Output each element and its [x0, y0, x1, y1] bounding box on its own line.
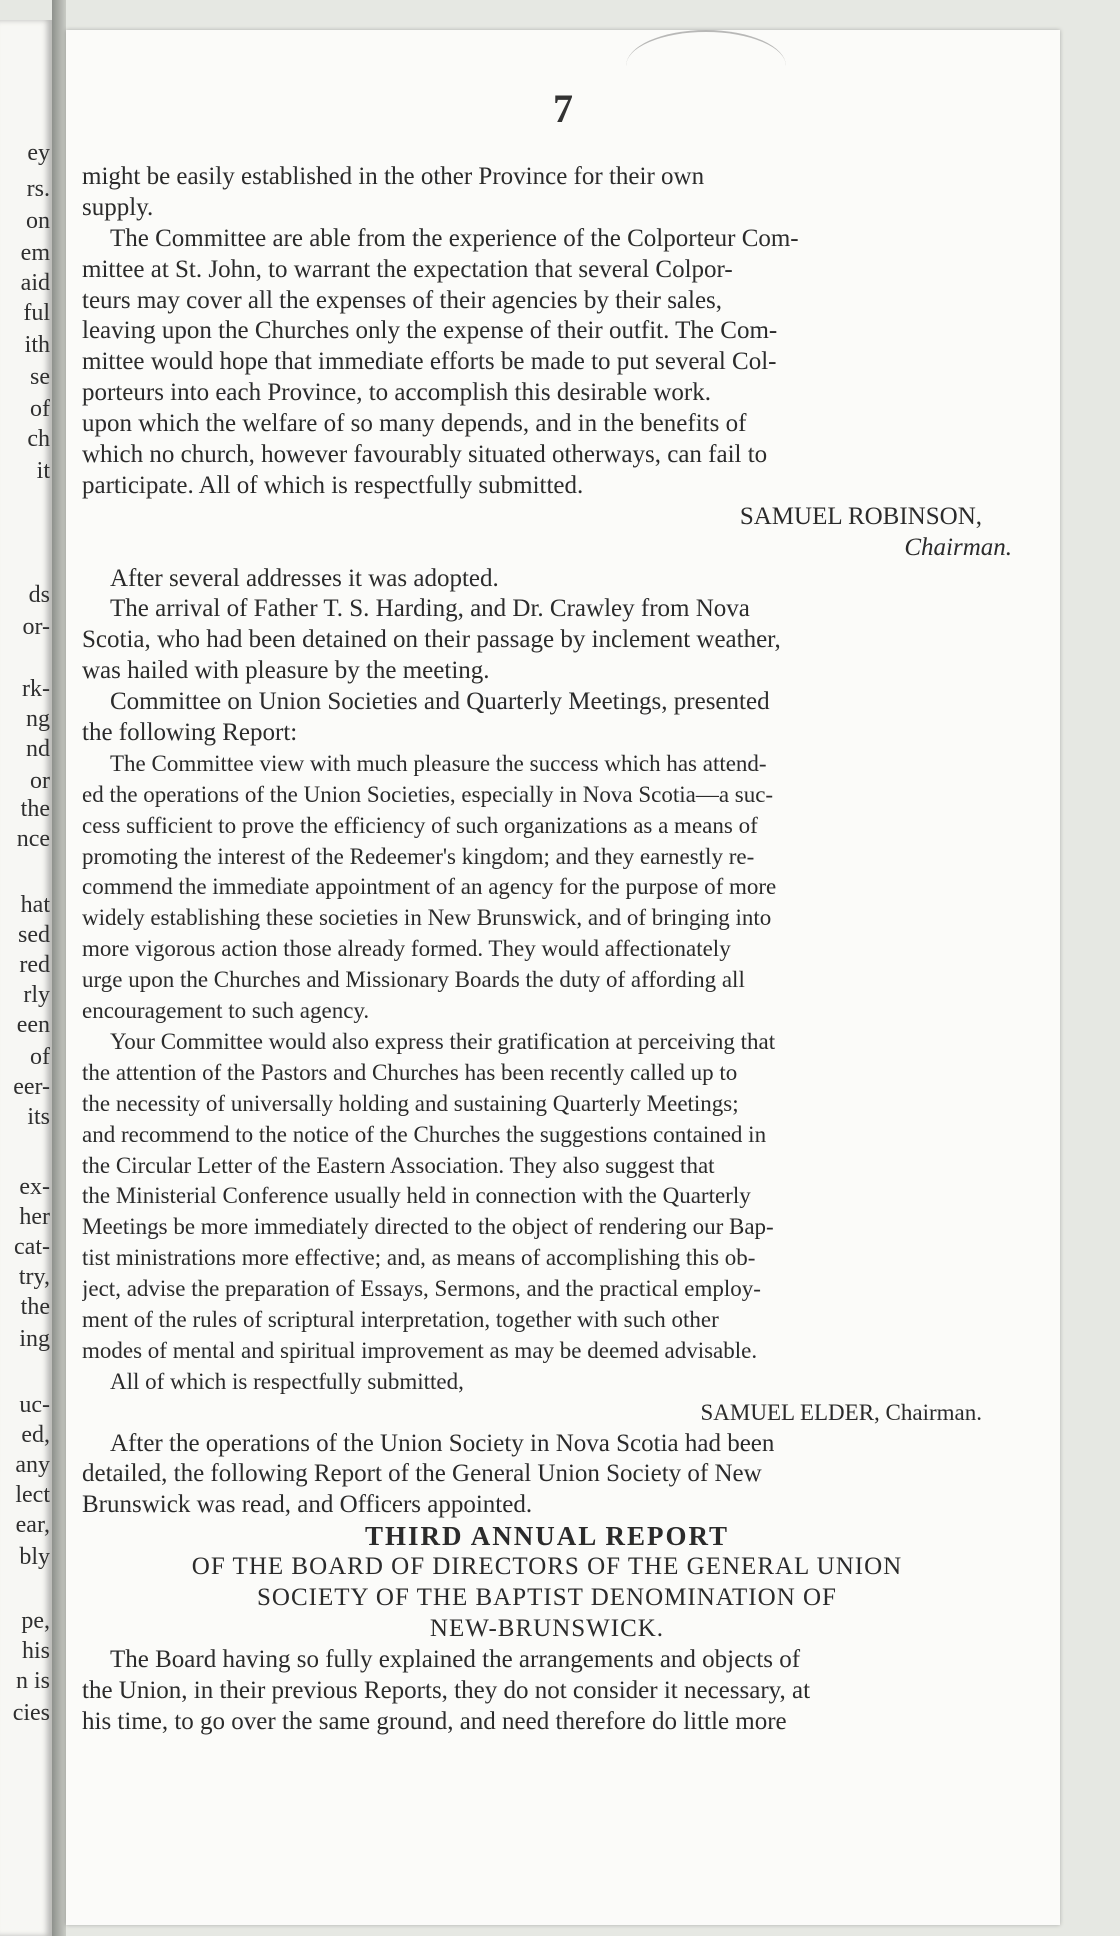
left-page-fragment: ds: [28, 582, 50, 608]
text-line: After several addresses it was adopted.: [110, 564, 499, 592]
text-line: was hailed with pleasure by the meeting.: [82, 657, 490, 685]
left-page-fragment: ey: [27, 140, 50, 166]
text-line: tist ministrations more effective; and, as means of accomplishing this ob-: [82, 1245, 756, 1271]
left-page-fragment: it: [36, 458, 50, 484]
text-line: ment of the rules of scriptural interpretation, together with such other: [82, 1306, 719, 1332]
left-page-fragment: lect: [15, 1482, 50, 1508]
left-page-fragment: the: [20, 1294, 50, 1320]
text-line: the necessity of universally holding and sustaining Quarterly Meetings;: [82, 1090, 739, 1116]
text-line: ed the operations of the Union Societies, especially in Nova Scotia—a suc-: [82, 781, 774, 807]
text-line: promoting the interest of the Redeemer's kingdom; and they earnestly re-: [82, 843, 755, 869]
left-page-fragment: of: [30, 396, 50, 422]
left-page-margin: [0, 20, 52, 1936]
text-line: SAMUEL ELDER, Chairman.: [700, 1399, 982, 1425]
text-line: leaving upon the Churches only the expense of their outfit. The Com-: [82, 317, 778, 345]
text-line: Your Committee would also express their gratification at perceiving that: [110, 1028, 776, 1054]
text-line: Committee on Union Societies and Quarterly Meetings, presented: [110, 688, 770, 716]
main-page: [66, 30, 1060, 1925]
text-line: the Ministerial Conference usually held in connection with the Quarterly: [82, 1183, 751, 1209]
annual-report-start: [82, 1429, 1012, 1738]
left-page-fragment: nd: [26, 736, 50, 762]
union-societies-report: [82, 749, 1012, 1429]
text-line: NEW-BRUNSWICK.: [429, 1614, 665, 1642]
left-page-fragment: een: [16, 1012, 50, 1038]
text-line: the following Report:: [82, 719, 298, 747]
text-line: participate. All of which is respectfully submitted.: [82, 471, 584, 499]
committee-report-end: [82, 162, 1012, 749]
text-line: The Board having so fully explained the arrangements and objects of: [110, 1645, 801, 1673]
left-page-fragment: sed: [18, 922, 50, 948]
left-page-fragment: of: [30, 1044, 50, 1070]
text-line: THIRD ANNUAL REPORT: [364, 1521, 730, 1552]
text-line: OF THE BOARD OF DIRECTORS OF THE GENERAL UNION: [191, 1553, 903, 1581]
text-line: Scotia, who had been detained on their passage by inclement weather,: [82, 626, 781, 654]
text-line: All of which is respectfully submitted,: [110, 1368, 464, 1394]
left-page-fragment: or-: [22, 614, 50, 640]
text-line: modes of mental and spiritual improvement as may be deemed advisable.: [82, 1337, 758, 1363]
left-page-fragment: ng: [26, 706, 50, 732]
text-line: the Union, in their previous Reports, they do not consider it necessary, at: [82, 1676, 811, 1704]
text-line: Chairman.: [904, 533, 1012, 561]
left-page-fragment: se: [30, 364, 50, 390]
text-line: encouragement to such agency.: [82, 998, 370, 1024]
text-line: Meetings be more immediately directed to the object of rendering our Bap-: [82, 1214, 774, 1240]
left-page-fragment: em: [20, 240, 50, 266]
text-line: upon which the welfare of so many depends, and in the benefits of: [82, 410, 747, 438]
text-line: mittee would hope that immediate efforts be made to put several Col-: [82, 348, 777, 376]
left-page-fragment: cies: [12, 1700, 50, 1726]
left-page-fragment: ex-: [19, 1174, 50, 1200]
left-page-fragment: ful: [23, 300, 50, 326]
book-gutter: [52, 0, 66, 1936]
left-page-fragment: pe,: [21, 1608, 50, 1634]
left-page-fragment: on: [26, 208, 50, 234]
text-line: ject, advise the preparation of Essays, Sermons, and the practical employ-: [82, 1276, 761, 1302]
left-page-fragment: rly: [23, 982, 50, 1008]
text-line: cess sufficient to prove the efficiency of such organizations as a means of: [82, 812, 758, 838]
left-page-fragment: ing: [19, 1326, 50, 1352]
text-line: detailed, the following Report of the General Union Society of New: [82, 1460, 762, 1488]
left-page-fragment: rs.: [26, 176, 50, 202]
left-page-fragment: red: [19, 952, 50, 978]
text-line: supply.: [82, 193, 154, 221]
left-page-fragment: aid: [20, 270, 50, 296]
page-number: 7: [553, 86, 573, 131]
text-line: might be easily established in the other Province for their own: [82, 163, 705, 190]
text-line: more vigorous action those already formed. They would affectionately: [82, 936, 731, 962]
text-line: and recommend to the notice of the Churches the suggestions contained in: [82, 1121, 767, 1147]
left-page-fragment: her: [19, 1204, 50, 1230]
left-page-fragment: hat: [20, 892, 50, 918]
text-line: The Committee are able from the experience of the Colporteur Com-: [110, 224, 799, 252]
text-line: porteurs into each Province, to accomplish this desirable work.: [82, 379, 712, 407]
text-line: SOCIETY OF THE BAPTIST DENOMINATION OF: [257, 1583, 837, 1611]
left-page-fragment: eer-: [13, 1074, 50, 1100]
left-page-fragment: cat-: [14, 1234, 50, 1260]
left-page-fragment: its: [27, 1104, 50, 1130]
left-page-fragment: n is: [15, 1668, 50, 1694]
text-line: the attention of the Pastors and Churches has been recently called up to: [82, 1059, 738, 1085]
text-line: After the operations of the Union Society in Nova Scotia had been: [110, 1429, 775, 1457]
text-line: commend the immediate appointment of an agency for the purpose of more: [82, 874, 777, 900]
left-page-fragment: bly: [19, 1544, 50, 1570]
left-page-fragment: ch: [27, 426, 50, 452]
left-page-fragment: any: [15, 1452, 50, 1478]
left-page-fragment: uc-: [19, 1392, 50, 1418]
text-line: urge upon the Churches and Missionary Boards the duty of affording all: [82, 967, 745, 993]
left-page-fragment: ed,: [21, 1422, 50, 1448]
text-line: SAMUEL ROBINSON,: [739, 502, 982, 530]
left-page-fragment: ear,: [15, 1512, 50, 1538]
text-line: which no church, however favourably situated otherways, can fail to: [82, 441, 768, 469]
left-page-fragment: nce: [16, 826, 50, 852]
text-line: Brunswick was read, and Officers appointed.: [82, 1491, 533, 1519]
text-line: The Committee view with much pleasure the success which has attend-: [110, 750, 767, 776]
left-page-fragment: the: [20, 796, 50, 822]
left-page-fragment: rk-: [22, 676, 50, 702]
text-line: his time, to go over the same ground, and need therefore do little more: [82, 1707, 787, 1735]
text-line: teurs may cover all the expenses of their agencies by their sales,: [82, 286, 723, 314]
text-line: widely establishing these societies in New Brunswick, and of bringing into: [82, 905, 772, 931]
left-page-fragment: his: [21, 1638, 50, 1664]
left-page-fragment: or: [30, 768, 50, 794]
text-line: the Circular Letter of the Eastern Association. They also suggest that: [82, 1152, 715, 1178]
left-page-fragment: try,: [18, 1264, 50, 1290]
text-line: The arrival of Father T. S. Harding, and Dr. Crawley from Nova: [110, 595, 750, 623]
text-line: mittee at St. John, to warrant the expectation that several Colpor-: [82, 255, 733, 283]
left-page-fragment: ith: [24, 332, 50, 358]
page-body: [82, 162, 1012, 1737]
